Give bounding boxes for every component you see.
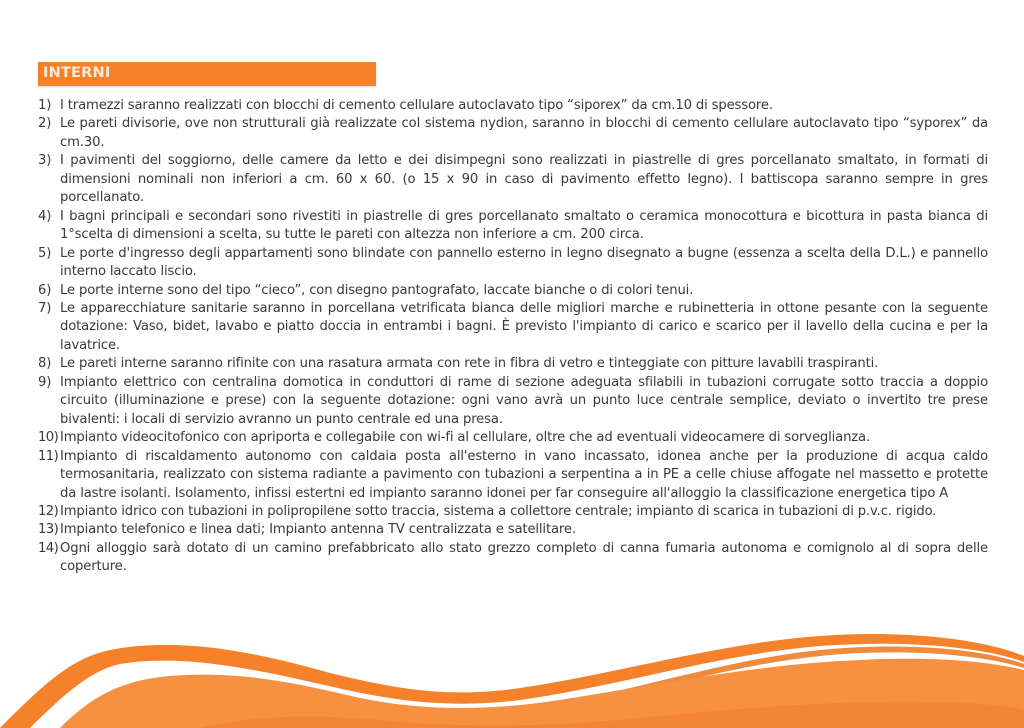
list-item — [38, 355, 988, 373]
specifications-list — [38, 97, 988, 577]
item-number: 3) — [38, 153, 52, 169]
item-number: 5) — [38, 245, 52, 261]
item-text: Impianto telefonico e linea dati; Impianto antenna TV centralizzata e satellitare. — [60, 522, 576, 538]
list-item — [38, 208, 988, 245]
item-number: 8) — [38, 356, 52, 372]
item-text: I pavimenti del soggiorno, delle camere da letto e dei disimpegni sono realizzati in piastrelle di gres porcellanato smaltato, in formati di dimensioni nominali non inferiori a cm. 60 x 60. (o 15 x 90 in caso di pavimento effetto legno). I battiscopa saranno sempre in gres porcellanato. — [60, 153, 988, 206]
list-item — [38, 97, 988, 115]
item-number: 9) — [38, 374, 52, 390]
item-number: 13) — [38, 522, 59, 538]
list-item — [38, 374, 988, 429]
item-number: 10) — [38, 430, 59, 446]
item-text: I tramezzi saranno realizzati con blocchi di cemento cellulare autoclavato tipo “siporex” da cm.10 di spessore. — [60, 98, 773, 113]
item-text: Impianto idrico con tubazioni in polipropilene sotto traccia, sistema a collettore centrale; impianto di scarica in tubazioni di p.v.c. rigido. — [60, 503, 937, 519]
list-item — [38, 245, 988, 282]
item-number: 2) — [38, 116, 52, 132]
list-item — [38, 115, 988, 152]
list-item — [38, 282, 988, 300]
item-number: 11) — [38, 448, 59, 464]
item-text: Impianto videocitofonico con apriporta e collegabile con wi-fi al cellulare, oltre che ad eventuali videocamere di sorveglianza. — [60, 430, 871, 446]
item-number: 7) — [38, 300, 52, 316]
item-number: 1) — [38, 98, 52, 113]
list-item — [38, 540, 988, 577]
item-text: I bagni principali e secondari sono rivestiti in piastrelle di gres porcellanato smaltato o ceramica monocottura e bicottura in pasta bianca di 1°scelta di dimensioni a scelta, su tutte le pareti con altezza non inferiore a cm. 200 circa. — [60, 208, 988, 243]
decorative-wave — [0, 618, 1024, 728]
list-item — [38, 503, 988, 521]
section-header-bar — [38, 62, 376, 86]
item-number: 12) — [38, 503, 59, 519]
item-text: Impianto di riscaldamento autonomo con caldaia posta all'esterno in vano incassato, idonea anche per la produzione di acqua caldo termosanitaria, realizzato con sistema radiante a pavimento con tubazioni a serpentina a in PE a celle chiuse affogate nel massetto e protette da lastre isolanti. Isolamento, infissi estertni ed impianto saranno idonei per far conseguire all'alloggio la classificazione energetica tipo A — [60, 448, 988, 501]
item-text: Ogni alloggio sarà dotato di un camino prefabbricato allo stato grezzo completo di canna fumaria autonoma e comignolo al di sopra delle coperture. — [60, 540, 988, 575]
item-text: Le apparecchiature sanitarie saranno in porcellana vetrificata bianca delle migliori marche e rubinetteria in ottone pesante con la seguente dotazione: Vaso, bidet, lavabo e piatto doccia in entrambi i bagni. È previsto l'impianto di carico e scarico per il lavello della cucina e per la lavatrice. — [60, 300, 988, 353]
item-text: Le pareti interne saranno rifinite con una rasatura armata con rete in fibra di vetro e tinteggiate con pitture lavabili traspiranti. — [60, 356, 879, 372]
list-item — [38, 448, 988, 503]
item-number: 14) — [38, 540, 59, 556]
list-item — [38, 429, 988, 447]
section-title: INTERNI — [43, 65, 111, 81]
item-number: 6) — [38, 282, 52, 298]
item-text: Le porte d'ingresso degli appartamenti sono blindate con pannello esterno in legno disegnato a bugne (essenza a scelta della D.L.) e pannello interno laccato liscio. — [60, 245, 988, 280]
item-number: 4) — [38, 208, 52, 224]
item-text: Impianto elettrico con centralina domotica in conduttori di rame di sezione adeguata sfilabili in tubazioni corrugate sotto traccia a doppio circuito (illuminazione e prese) con la seguente dotazione: ogni vano avrà un punto luce centrale semplice, deviato o invertito tre prese bivalenti: i locali di servizio avranno un punto centrale ed una presa. — [60, 374, 988, 427]
list-item — [38, 521, 988, 539]
list-item — [38, 152, 988, 207]
item-text: Le porte interne sono del tipo “cieco”, con disegno pantografato, laccate bianche o di colori tenui. — [60, 282, 694, 298]
item-text: Le pareti divisorie, ove non strutturali già realizzate col sistema nydion, saranno in blocchi di cemento cellulare autoclavato tipo “syporex” da cm.30. — [60, 116, 988, 150]
list-item — [38, 300, 988, 355]
